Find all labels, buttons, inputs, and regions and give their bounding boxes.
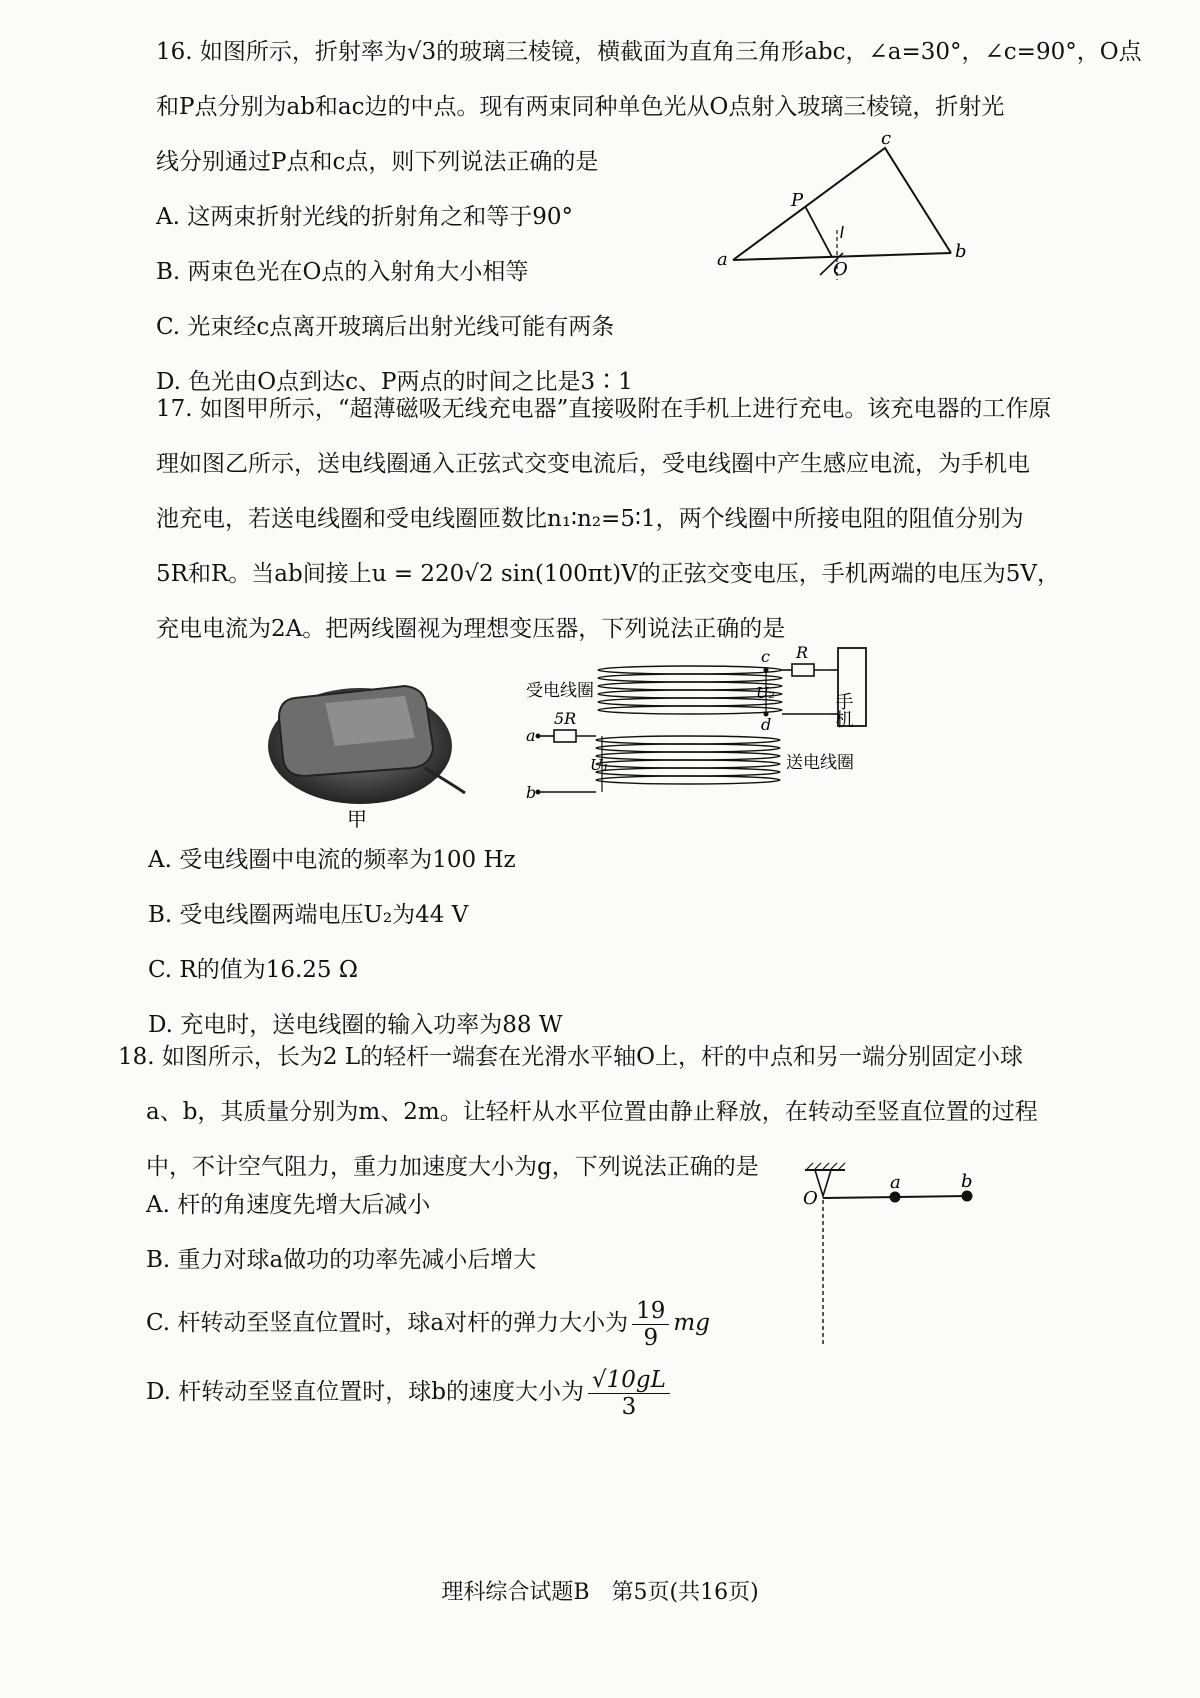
question-16-stem [156,25,1156,190]
node-b [536,790,541,795]
fraction [588,1367,670,1420]
option-c [146,1296,1146,1351]
label-o: O [833,259,848,280]
stem-line: 中，不计空气阻力，重力加速度大小为g，下列说法正确的是 [146,1154,759,1180]
label-b: b [961,1171,973,1192]
fraction-numerator: 19 [632,1298,669,1325]
stem-line: 和P点分别为ab和ac边的中点。现有两束同种单色光从O点射入玻璃三棱镜，折射光 [156,94,1005,120]
phone-highlight [325,696,415,746]
resistor-r [792,664,814,676]
option-a: A. 杆的角速度先增大后减小 [146,1192,431,1218]
option-d: D. 充电时，送电线圈的输入功率为88 W [148,1012,563,1038]
stem-line: 池充电，若送电线圈和受电线圈匝数比n₁∶n₂=5∶1，两个线圈中所接电阻的阻值分别为 [156,506,1024,532]
option-d: D. 色光由O点到达c、P两点的时间之比是3∶1 [156,369,633,395]
question-17 [156,382,1156,657]
label-send-coil: 送电线圈 [786,753,854,773]
label-u2: U₂ [756,684,775,702]
label-node-a: a [526,726,536,745]
question-16 [156,25,1156,410]
ceiling-hatch [807,1163,845,1169]
label-node-c: c [761,647,770,666]
option-d-text: D. 杆转动至竖直位置时，球b的速度大小为 [146,1379,584,1405]
option-a: A. 受电线圈中电流的频率为100 Hz [148,847,516,873]
wireless-charger-photo [255,658,465,838]
option-d [146,1365,1146,1420]
question-17-options [148,833,1148,1053]
option-c: C. R的值为16.25 Ω [148,957,358,983]
figure-jia-caption: 甲 [347,807,367,831]
send-coil [596,736,780,784]
option-c-text: C. 杆转动至竖直位置时，球a对杆的弹力大小为 [146,1310,629,1336]
refracted-ray-to-p [805,206,832,257]
label-phone: 手机 [832,692,854,728]
option-c: C. 光束经c点离开玻璃后出射光线可能有两条 [156,314,615,340]
fraction [632,1298,669,1351]
receive-coil [598,666,782,714]
stem-line: 17. 如图甲所示，“超薄磁吸无线充电器”直接吸附在手机上进行充电。该充电器的工作原 [156,396,1052,422]
stem-line: a、b，其质量分别为m、2m。让轻杆从水平位置由静止释放，在转动至竖直位置的过程 [146,1099,1038,1125]
fraction-denominator: 9 [643,1324,659,1351]
question-17-stem [156,382,1156,657]
option-c-unit: mg [673,1310,710,1336]
question-18-options [146,1178,1146,1420]
label-a: a [717,249,728,270]
rod-pendulum-figure [795,1160,985,1350]
stem-line: 充电电流为2A。把两线圈视为理想变压器，下列说法正确的是 [156,616,786,642]
node-c [764,668,769,673]
stem-line: 5R和R。当ab间接上u = 220√2 sin(100πt)V的正弦交变电压，手机两端的电压为5V， [156,561,1060,587]
option-b: B. 受电线圈两端电压U₂为44 V [148,902,469,928]
page-footer: 理科综合试题B 第5页(共16页) [441,1580,759,1605]
label-node-b: b [526,783,537,802]
ball-b [962,1191,973,1202]
node-a [536,734,541,739]
option-b: B. 重力对球a做功的功率先减小后增大 [146,1247,537,1273]
refracted-ray-to-c [841,226,843,238]
label-u1: U₁ [590,756,609,774]
stem-line: 18. 如图所示，长为2 L的轻杆一端套在光滑水平轴O上，杆的中点和另一端分别固定小球 [118,1044,1023,1070]
stem-line: 线分别通过P点和c点，则下列说法正确的是 [156,149,599,175]
stem-line: 理如图乙所示，送电线圈通入正弦式交变电流后，受电线圈中产生感应电流，为手机电 [156,451,1030,477]
option-b: B. 两束色光在O点的入射角大小相等 [156,259,529,285]
label-a: a [890,1172,901,1193]
label-receive-coil: 受电线圈 [526,681,594,701]
fraction-denominator: 3 [621,1393,637,1420]
fraction-numerator: √10gL [588,1367,670,1394]
label-c: c [881,128,892,149]
label-node-d: d [761,715,772,734]
label-b: b [955,241,967,262]
option-a: A. 这两束折射光线的折射角之和等于90° [156,204,573,230]
coil-circuit-diagram [526,640,880,805]
label-r: R [796,643,809,662]
label-o: O [803,1188,818,1209]
prism-triangle-figure [715,130,975,285]
stem-line: 16. 如图所示，折射率为√3的玻璃三棱镜，横截面为直角三角形abc，∠a=30°，∠c=90°，O点 [156,39,1142,65]
label-5r: 5R [554,709,577,728]
ball-a [890,1192,901,1203]
triangle-outline [733,148,951,260]
resistor-5r [554,730,576,742]
label-p: P [791,190,804,211]
